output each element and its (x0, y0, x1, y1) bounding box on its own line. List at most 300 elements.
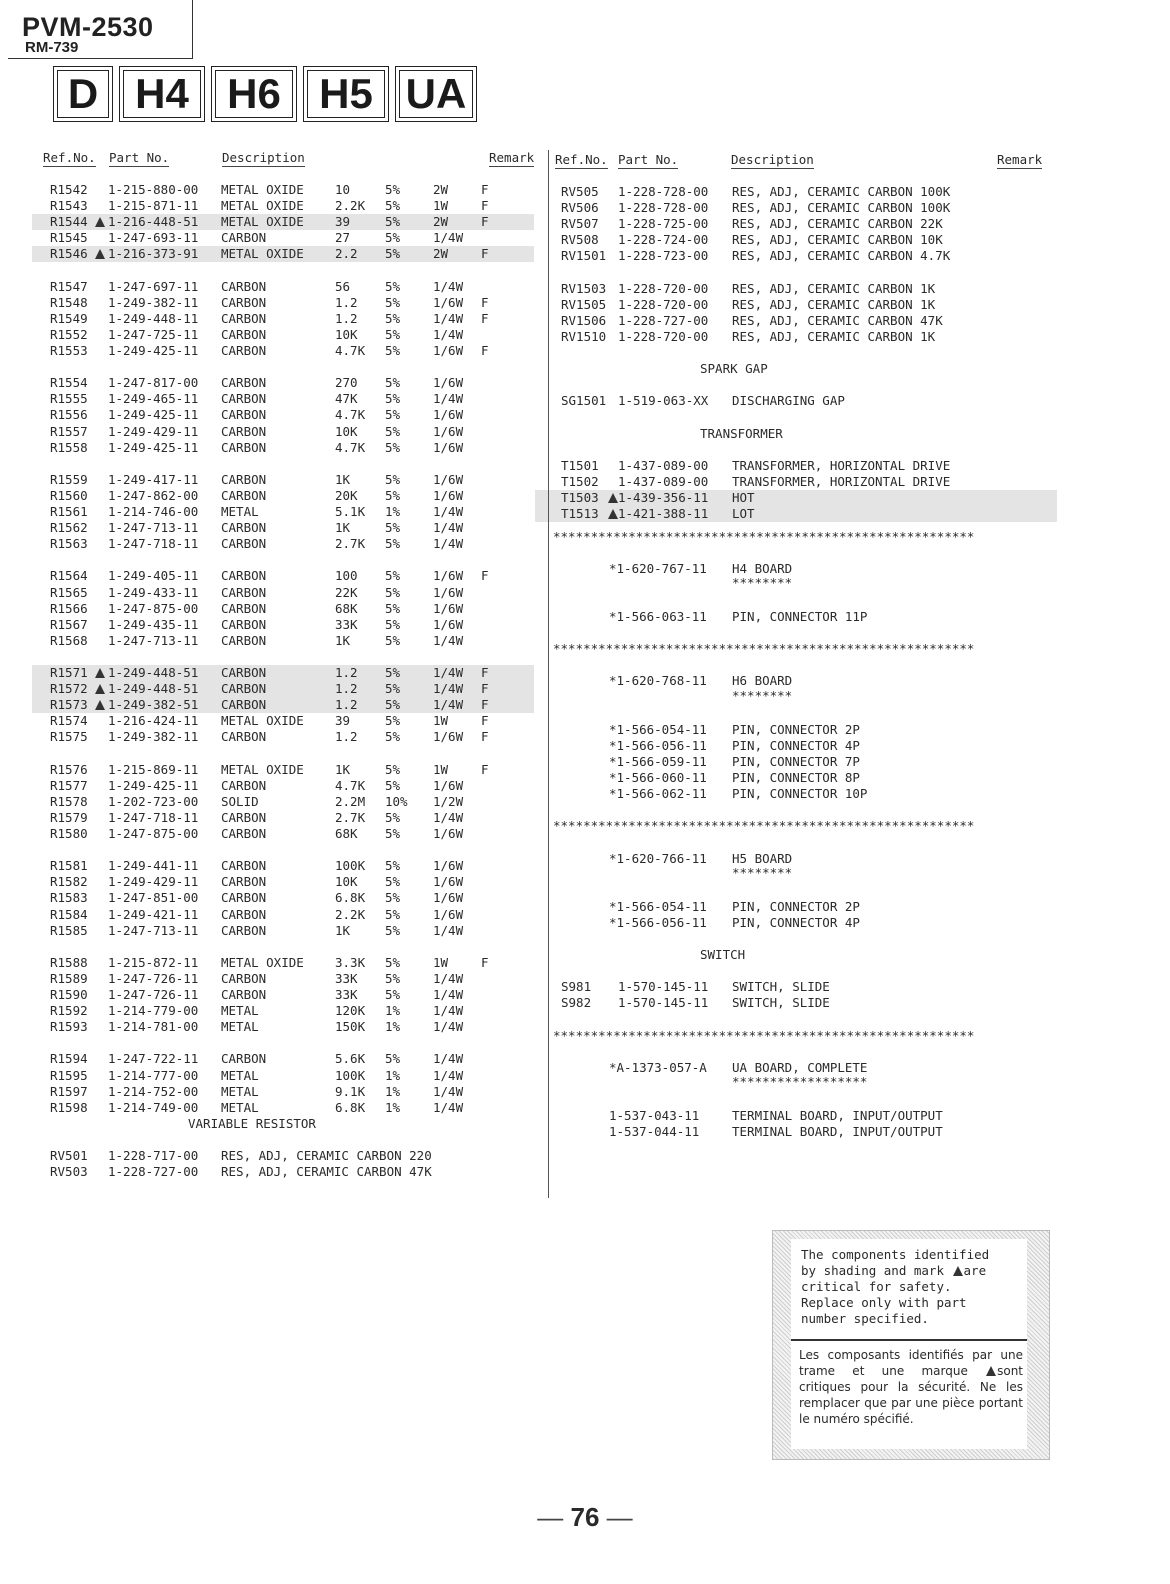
table-row (50, 907, 530, 923)
table-row (50, 794, 530, 810)
table-row (50, 729, 530, 745)
tolerance: 5% (385, 729, 401, 745)
description: METAL (221, 1099, 259, 1115)
description: CARBON (221, 826, 267, 841)
description: TRANSFORMER, HORIZONTAL DRIVE (732, 473, 951, 489)
value: 22K (335, 584, 358, 600)
board-name: H5 BOARD (732, 850, 793, 866)
tolerance: 5% (385, 375, 401, 391)
table-row (50, 713, 530, 729)
ref-no: R1589 (50, 970, 88, 986)
rating: 1W (433, 713, 449, 729)
part-no: *1-566-056-11 (609, 737, 707, 753)
part-no: 1-247-875-00 (108, 826, 199, 841)
tolerance: 5% (385, 874, 401, 890)
table-row (553, 673, 1053, 689)
rating: 1/4W (433, 922, 464, 938)
table-row (553, 754, 1053, 770)
rating: 1/4W (433, 326, 464, 342)
table-row (553, 722, 1053, 738)
tolerance: 5% (385, 584, 401, 600)
ref-no: RV1501 (561, 248, 607, 264)
description: CARBON (221, 987, 267, 1002)
value: 4.7K (335, 407, 366, 423)
remark: F (481, 246, 489, 262)
table-row (553, 899, 1053, 915)
tolerance: 5% (385, 890, 401, 906)
description: CARBON (221, 584, 267, 600)
part-no: 1-228-717-00 (108, 1148, 199, 1163)
description: METAL OXIDE (221, 954, 304, 970)
ref-no: R1593 (50, 1019, 88, 1035)
rating: 1/4W (433, 310, 464, 326)
description: RES, ADJ, CERAMIC CARBON 1K (732, 280, 936, 296)
table-row (553, 297, 1053, 313)
tolerance: 5% (385, 681, 401, 697)
value: 1K (335, 761, 351, 777)
table-row (50, 1100, 530, 1116)
rating: 1/6W (433, 906, 464, 922)
description: CARBON (221, 407, 267, 423)
part-no: 1-228-720-00 (618, 296, 709, 312)
value: 27 (335, 230, 351, 246)
rating: 1/6W (433, 423, 464, 439)
description: PIN, CONNECTOR 4P (732, 737, 860, 753)
description: RES, ADJ, CERAMIC CARBON 22K (732, 216, 943, 232)
part-no: 1-214-781-00 (108, 1019, 199, 1035)
part-no: 1-247-722-11 (108, 1051, 199, 1067)
model-title: PVM-2530 (22, 12, 154, 42)
tolerance: 5% (385, 826, 401, 841)
description: METAL OXIDE (221, 214, 304, 230)
part-no: 1-249-429-11 (108, 874, 199, 890)
section-divider-stars: ******************************************************** (553, 1027, 975, 1043)
remark: F (481, 761, 489, 777)
ref-no: R1564 (50, 568, 88, 584)
tolerance: 5% (385, 809, 401, 825)
part-no: 1-247-718-11 (108, 809, 199, 825)
table-row (50, 955, 530, 971)
description: CARBON (221, 343, 267, 358)
tolerance: 1% (385, 504, 401, 519)
part-no: 1-214-777-00 (108, 1067, 199, 1083)
part-no: 1-228-723-00 (618, 248, 709, 264)
board-label-ua: UA (395, 66, 477, 122)
value: 2.2K (335, 906, 366, 922)
table-row (553, 738, 1053, 754)
value: 47K (335, 391, 358, 407)
ref-no: R1565 (50, 584, 88, 600)
table-row (50, 585, 530, 601)
rating: 1/4W (433, 809, 464, 825)
table-row (553, 1108, 1053, 1124)
table-row (50, 279, 530, 295)
part-no: 1-439-356-11 (618, 489, 709, 505)
table-row (50, 810, 530, 826)
ref-no: SG1501 (561, 393, 607, 409)
ref-no: T1501 (561, 457, 599, 473)
rating: 1/4W (433, 278, 464, 294)
part-no: 1-249-433-11 (108, 584, 199, 600)
section-divider-stars: ******************************************************** (553, 528, 975, 544)
part-no: 1-228-727-00 (618, 312, 709, 328)
board-label-h5: H5 (303, 66, 389, 122)
part-no: 1-228-724-00 (618, 232, 709, 248)
description: TERMINAL BOARD, INPUT/OUTPUT (732, 1124, 943, 1140)
value: 1.2 (335, 681, 358, 697)
tolerance: 5% (385, 970, 401, 986)
rating: 1/6W (433, 874, 464, 890)
rating: 1/6W (433, 407, 464, 423)
part-no: 1-216-424-11 (108, 713, 199, 729)
value: 10 (335, 182, 351, 197)
value: 1K (335, 922, 351, 938)
ref-no: R1588 (50, 954, 88, 970)
part-no: 1-247-693-11 (108, 230, 199, 246)
rating: 1/4W (433, 230, 464, 246)
tolerance: 1% (385, 1003, 401, 1019)
description: LOT (732, 506, 755, 521)
part-no: 1-228-728-00 (618, 200, 709, 216)
tolerance: 5% (385, 182, 401, 197)
ref-no: R1590 (50, 987, 88, 1002)
rating: 1/6W (433, 439, 464, 455)
section-title-variable-resistor: VARIABLE RESISTOR (188, 1115, 316, 1131)
rating: 1/4W (433, 504, 464, 519)
safety-note-english: The components identified by shading and mark are critical for safety. Replace only with part number specified. (801, 1247, 990, 1326)
safety-note (772, 1230, 1050, 1460)
rating: 1/6W (433, 729, 464, 745)
value: 150K (335, 1019, 366, 1035)
value: 20K (335, 487, 358, 503)
rating: 1/4W (433, 536, 464, 552)
description: CARBON (221, 471, 267, 487)
value: 10K (335, 874, 358, 890)
description: CARBON (221, 697, 267, 713)
description: CARBON (221, 922, 267, 938)
ref-no: R1557 (50, 423, 88, 439)
remark: F (481, 214, 489, 230)
tolerance: 5% (385, 987, 401, 1002)
value: 1.2 (335, 665, 358, 680)
tolerance: 5% (385, 906, 401, 922)
tolerance: 5% (385, 294, 401, 310)
ref-no: R1592 (50, 1003, 88, 1019)
part-no: 1-537-044-11 (609, 1124, 700, 1140)
rating: 1/4W (433, 520, 464, 536)
col-header-description-right: Description (731, 152, 814, 167)
part-no: 1-249-382-11 (108, 729, 199, 745)
table-row (553, 609, 1053, 625)
tolerance: 1% (385, 1019, 401, 1035)
ref-no: RV503 (50, 1164, 88, 1180)
table-row (50, 1003, 530, 1019)
description: METAL OXIDE (221, 713, 304, 729)
ref-no: R1556 (50, 407, 88, 423)
tolerance: 5% (385, 858, 401, 874)
part-no: 1-249-425-11 (108, 777, 199, 793)
description: CARBON (221, 375, 267, 391)
remark: F (481, 182, 489, 197)
table-row (50, 601, 530, 617)
rating: 1W (433, 198, 449, 214)
col-header-part: Part No. (109, 150, 170, 165)
tolerance: 5% (385, 278, 401, 294)
description: SOLID (221, 793, 259, 809)
table-row (50, 520, 530, 536)
rating: 1/4W (433, 1051, 464, 1067)
tolerance: 5% (385, 665, 401, 680)
part-no: 1-570-145-11 (618, 995, 709, 1011)
rating: 1/2W (433, 793, 464, 809)
table-row (553, 329, 1053, 345)
safety-mark-icon (95, 700, 105, 710)
value: 68K (335, 826, 358, 841)
value: 68K (335, 600, 358, 616)
ref-no: R1542 (50, 182, 88, 197)
ref-no: R1598 (50, 1099, 88, 1115)
remark: F (481, 310, 489, 326)
table-row (50, 681, 530, 697)
rating: 1/6W (433, 616, 464, 632)
table-row (50, 826, 530, 842)
ref-no: R1584 (50, 906, 88, 922)
table-row (553, 281, 1053, 297)
value: 2.2M (335, 793, 366, 809)
table-row (553, 184, 1053, 200)
safety-note-panel (791, 1239, 1027, 1449)
remark: F (481, 568, 489, 584)
description: TERMINAL BOARD, INPUT/OUTPUT (732, 1108, 943, 1124)
table-row (553, 915, 1053, 931)
value: 2.7K (335, 536, 366, 552)
table-row (553, 216, 1053, 232)
page-number: — 76 — (537, 1502, 633, 1532)
board-part-no: *1-620-768-11 (609, 673, 707, 689)
table-row (50, 391, 530, 407)
description: PIN, CONNECTOR 2P (732, 898, 860, 914)
description: RES, ADJ, CERAMIC CARBON 4.7K (732, 248, 951, 264)
description: PIN, CONNECTOR 11P (732, 609, 868, 625)
rating: 1/4W (433, 1083, 464, 1099)
part-no: 1-247-851-00 (108, 890, 199, 906)
description: PIN, CONNECTOR 2P (732, 721, 860, 737)
value: 120K (335, 1003, 366, 1019)
rating: 1/6W (433, 584, 464, 600)
description: CARBON (221, 310, 267, 326)
remark: F (481, 713, 489, 729)
part-no: 1-249-448-51 (108, 681, 199, 697)
ref-no: R1563 (50, 536, 88, 552)
safety-mark-icon (95, 249, 105, 259)
rating: 2W (433, 182, 449, 197)
ref-no: R1595 (50, 1067, 88, 1083)
description: RES, ADJ, CERAMIC CARBON 10K (732, 232, 943, 248)
rating: 1/4W (433, 970, 464, 986)
table-row (50, 424, 530, 440)
ref-no: T1502 (561, 473, 599, 489)
description: METAL (221, 1019, 259, 1035)
ref-no: R1566 (50, 600, 88, 616)
part-no: 1-437-089-00 (618, 457, 709, 473)
description: CARBON (221, 568, 267, 584)
table-row (553, 770, 1053, 786)
description: PIN, CONNECTOR 8P (732, 770, 860, 786)
value: 39 (335, 214, 351, 230)
col-header-remark: Remark (489, 150, 535, 165)
description: CARBON (221, 391, 267, 407)
tolerance: 5% (385, 423, 401, 439)
description: CARBON (221, 681, 267, 697)
description: METAL OXIDE (221, 246, 304, 262)
table-row (50, 230, 530, 246)
remark: F (481, 697, 489, 713)
rating: 2W (433, 214, 449, 230)
ref-no: R1580 (50, 826, 88, 841)
description: CARBON (221, 777, 267, 793)
description: RES, ADJ, CERAMIC CARBON 100K (732, 200, 951, 216)
part-no: 1-247-862-00 (108, 487, 199, 503)
ref-no: R1585 (50, 922, 88, 938)
section-title-transformer: TRANSFORMER (700, 425, 783, 441)
part-no: 1-249-429-11 (108, 423, 199, 439)
table-row (50, 617, 530, 633)
safety-note-french: Les composants identifiés par une trame et une marque sont critiques pour la sécurité. Ne les remplacer que par une pièce portant le numéro spécifié. (799, 1348, 1023, 1426)
tolerance: 5% (385, 214, 401, 230)
ref-no: RV507 (561, 216, 599, 232)
value: 33K (335, 987, 358, 1002)
safety-mark-icon (95, 684, 105, 694)
value: 1K (335, 471, 351, 487)
remark: F (481, 681, 489, 697)
board-part-no: *1-620-766-11 (609, 850, 707, 866)
part-no: 1-228-727-00 (108, 1164, 199, 1180)
safety-mark-icon (608, 493, 618, 503)
table-row (50, 504, 530, 520)
part-no: *1-566-054-11 (609, 721, 707, 737)
description: PIN, CONNECTOR 10P (732, 786, 868, 802)
remark: F (481, 665, 489, 680)
part-no: *1-566-054-11 (609, 898, 707, 914)
safety-mark-icon (95, 217, 105, 227)
description: CARBON (221, 874, 267, 890)
table-row (50, 536, 530, 552)
part-no: 1-249-425-11 (108, 407, 199, 423)
remark: F (481, 198, 489, 214)
description: CARBON (221, 970, 267, 986)
description: CARBON (221, 858, 267, 874)
tolerance: 5% (385, 343, 401, 358)
value: 4.7K (335, 777, 366, 793)
ref-no: R1555 (50, 391, 88, 407)
rating: 1/4W (433, 1019, 464, 1035)
ref-no: S982 (561, 995, 592, 1011)
ref-no: R1578 (50, 793, 88, 809)
part-no: 1-247-697-11 (108, 278, 199, 294)
value: 270 (335, 375, 358, 391)
description: SWITCH, SLIDE (732, 995, 830, 1011)
col-header-ref: Ref.No. (43, 150, 96, 165)
table-row (50, 923, 530, 939)
ref-no: RV1510 (561, 328, 607, 344)
safety-note-divider (791, 1339, 1027, 1341)
table-row (50, 874, 530, 890)
table-row (553, 851, 1053, 867)
table-row (50, 375, 530, 391)
table-row (50, 214, 530, 230)
description: RES, ADJ, CERAMIC CARBON 220 (221, 1148, 432, 1163)
description: CARBON (221, 520, 267, 536)
part-no: 1-247-713-11 (108, 520, 199, 536)
description: CARBON (221, 809, 267, 825)
tolerance: 10% (385, 793, 408, 809)
value: 6.8K (335, 890, 366, 906)
table-row (50, 1164, 530, 1180)
ref-no: R1594 (50, 1051, 88, 1067)
tolerance: 1% (385, 1083, 401, 1099)
value: 56 (335, 278, 351, 294)
table-row (50, 246, 530, 262)
table-row (553, 393, 1053, 409)
tolerance: 1% (385, 1099, 401, 1115)
ref-no: RV1506 (561, 312, 607, 328)
table-row (50, 890, 530, 906)
value: 3.3K (335, 954, 366, 970)
table-row (553, 1124, 1053, 1140)
table-row (50, 858, 530, 874)
ref-no: R1545 (50, 230, 88, 246)
tolerance: 5% (385, 568, 401, 584)
value: 100K (335, 1067, 366, 1083)
description: RES, ADJ, CERAMIC CARBON 1K (732, 296, 936, 312)
description: METAL (221, 1083, 259, 1099)
part-no: 1-247-726-11 (108, 970, 199, 986)
value: 4.7K (335, 343, 366, 358)
rating: 1/4W (433, 665, 464, 680)
part-no: 1-249-421-11 (108, 906, 199, 922)
tolerance: 5% (385, 761, 401, 777)
table-row (553, 458, 1053, 474)
board-underline-stars: ******** (732, 865, 793, 881)
part-no: 1-202-723-00 (108, 793, 199, 809)
description: CARBON (221, 439, 267, 455)
rating: 1/6W (433, 375, 464, 391)
description: CARBON (221, 278, 267, 294)
ref-no: RV508 (561, 232, 599, 248)
col-header-part-right: Part No. (618, 152, 679, 167)
table-row (50, 488, 530, 504)
part-no: 1-247-726-11 (108, 987, 199, 1002)
table-row (50, 568, 530, 584)
table-row (50, 697, 530, 713)
ref-no: R1544 (50, 214, 88, 230)
col-header-remark-right: Remark (997, 152, 1043, 167)
part-no: 1-519-063-XX (618, 393, 709, 409)
part-no: 1-437-089-00 (618, 473, 709, 489)
board-label-h4: H4 (119, 66, 205, 122)
part-no: 1-249-382-51 (108, 697, 199, 713)
ref-no: RV1505 (561, 296, 607, 312)
description: CARBON (221, 1051, 267, 1067)
value: 1K (335, 520, 351, 536)
board-underline-stars: ****************** (732, 1074, 868, 1090)
description: CARBON (221, 423, 267, 439)
section-title-switch: SWITCH (700, 947, 746, 963)
section-title-spark-gap: SPARK GAP (700, 361, 768, 377)
ref-no: R1561 (50, 504, 88, 519)
description: CARBON (221, 906, 267, 922)
rating: 1/6W (433, 890, 464, 906)
